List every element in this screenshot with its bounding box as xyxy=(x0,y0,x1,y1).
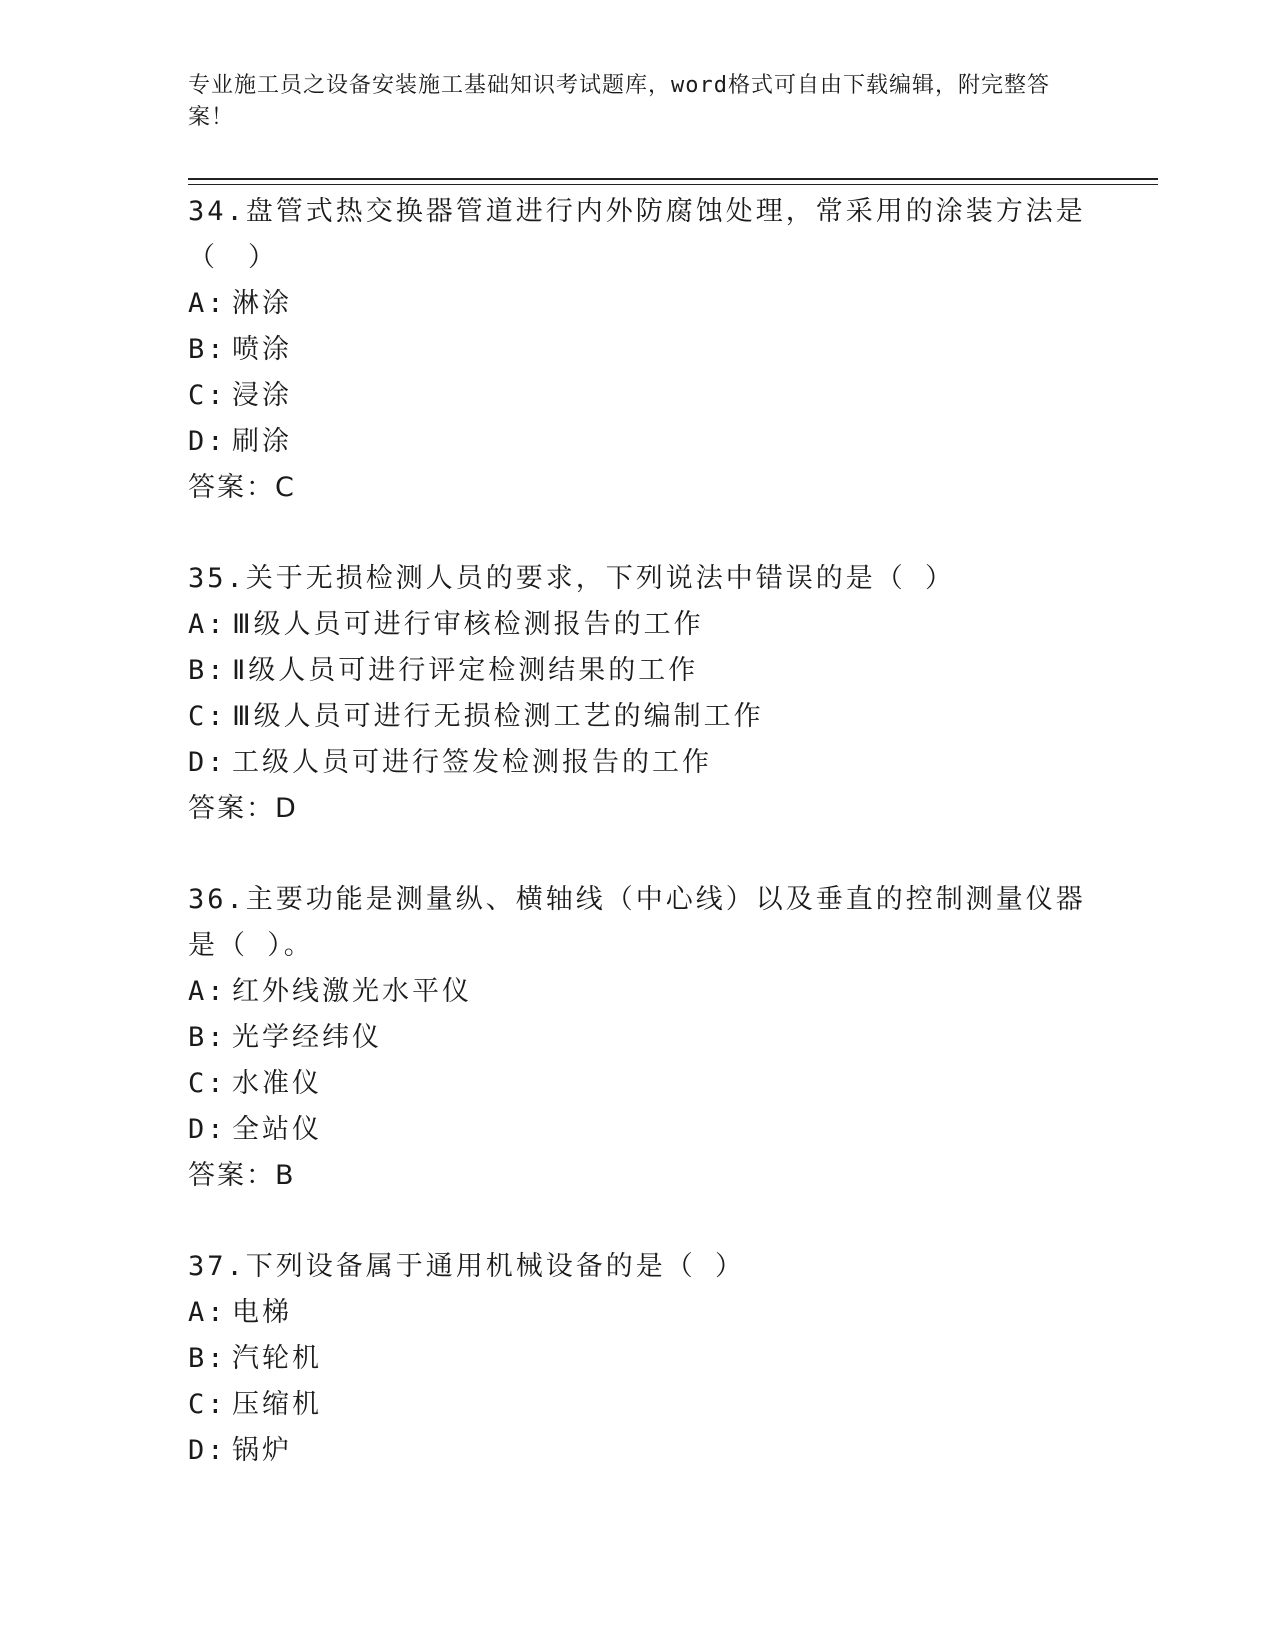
option-text: 压缩机 xyxy=(232,1389,322,1420)
option-d xyxy=(188,1107,1088,1153)
option-text: 水准仪 xyxy=(232,1068,322,1099)
option-letter: C: xyxy=(188,701,227,732)
option-text: 红外线激光水平仪 xyxy=(232,976,472,1007)
option-c xyxy=(188,694,1088,740)
option-text: Ⅲ级人员可进行审核检测报告的工作 xyxy=(232,609,704,640)
question-37 xyxy=(188,1244,1088,1474)
option-text: Ⅲ级人员可进行无损检测工艺的编制工作 xyxy=(232,701,764,732)
option-letter: A: xyxy=(188,976,227,1007)
option-b xyxy=(188,327,1088,373)
option-letter: D: xyxy=(188,747,227,778)
option-c xyxy=(188,1382,1088,1428)
question-stem: 35.关于无损检测人员的要求，下列说法中错误的是（ ） xyxy=(188,563,956,594)
option-text: Ⅱ级人员可进行评定检测结果的工作 xyxy=(232,655,699,686)
option-d xyxy=(188,419,1088,465)
header-divider-thin xyxy=(188,184,1158,185)
option-a xyxy=(188,1290,1088,1336)
question-stem: 34.盘管式热交换器管道进行内外防腐蚀处理，常采用的涂装方法是（ ） xyxy=(188,196,1086,273)
header-divider-thick xyxy=(188,178,1158,180)
option-text: 工级人员可进行签发检测报告的工作 xyxy=(232,747,712,778)
question-35 xyxy=(188,556,1088,832)
option-text: 刷涂 xyxy=(232,426,292,457)
option-letter: B: xyxy=(188,1022,227,1053)
option-text: 淋涂 xyxy=(232,288,292,319)
option-letter: B: xyxy=(188,1343,227,1374)
question-34 xyxy=(188,189,1088,511)
question-36 xyxy=(188,877,1088,1199)
option-a xyxy=(188,969,1088,1015)
option-text: 锅炉 xyxy=(232,1435,292,1466)
option-letter: C: xyxy=(188,1389,227,1420)
option-letter: D: xyxy=(188,1114,227,1145)
option-d xyxy=(188,740,1088,786)
option-text: 汽轮机 xyxy=(232,1343,322,1374)
option-letter: C: xyxy=(188,1068,227,1099)
answer-line: 答案：C xyxy=(188,472,296,503)
option-text: 浸涂 xyxy=(232,380,292,411)
question-list xyxy=(188,189,1088,1519)
option-letter: D: xyxy=(188,426,227,457)
option-c xyxy=(188,373,1088,419)
option-b xyxy=(188,1015,1088,1061)
option-a xyxy=(188,281,1088,327)
option-text: 光学经纬仪 xyxy=(232,1022,382,1053)
option-a xyxy=(188,602,1088,648)
option-d xyxy=(188,1428,1088,1474)
option-text: 喷涂 xyxy=(232,334,292,365)
option-text: 电梯 xyxy=(232,1297,292,1328)
option-c xyxy=(188,1061,1088,1107)
answer-line: 答案：B xyxy=(188,1160,296,1191)
option-letter: C: xyxy=(188,380,227,411)
option-b xyxy=(188,648,1088,694)
question-stem: 37.下列设备属于通用机械设备的是（ ） xyxy=(188,1251,746,1282)
document-header: 专业施工员之设备安装施工基础知识考试题库，word格式可自由下载编辑，附完整答案！ xyxy=(188,73,1050,130)
option-letter: A: xyxy=(188,1297,227,1328)
answer-line: 答案：D xyxy=(188,793,298,824)
option-letter: D: xyxy=(188,1435,227,1466)
option-letter: A: xyxy=(188,288,227,319)
option-letter: A: xyxy=(188,609,227,640)
question-stem: 36.主要功能是测量纵、横轴线（中心线）以及垂直的控制测量仪器是（ ）。 xyxy=(188,884,1086,961)
option-text: 全站仪 xyxy=(232,1114,322,1145)
option-b xyxy=(188,1336,1088,1382)
option-letter: B: xyxy=(188,334,227,365)
option-letter: B: xyxy=(188,655,227,686)
